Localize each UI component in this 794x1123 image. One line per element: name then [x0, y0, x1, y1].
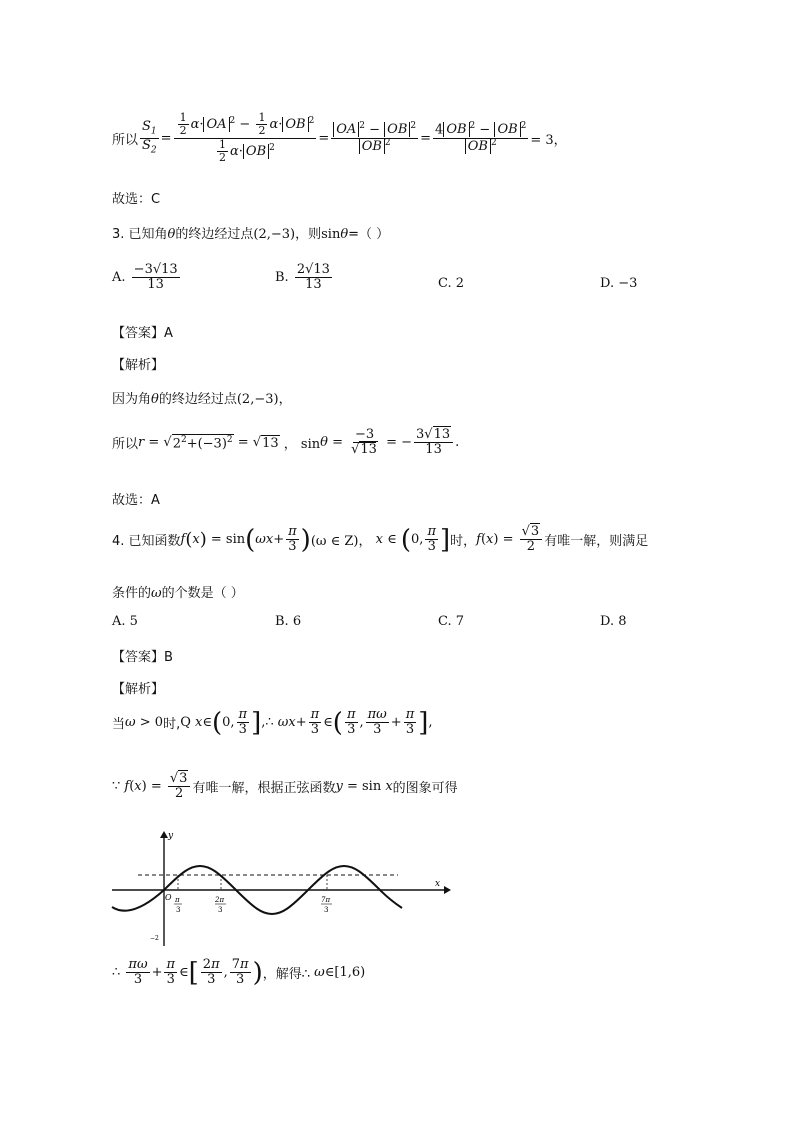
tick-7pi-3-den: 3 [324, 906, 329, 914]
q3-option-a[interactable]: A. $\frac{-3√13}{13}$ [112, 262, 178, 293]
y-axis-label: y [168, 831, 174, 841]
q4-stem: 4. 已知函数 f ( x ) = sin ( ωx + $\frac{\pi}{3}$ ) (ω ∈ Z)， x ∈ ( 0, $\frac{\pi}{3}$ ] 时， f ( x ) = $\frac{√3}{2}$ 有唯一解，则满足 [112, 524, 649, 555]
q4-option-d[interactable]: D. 8 [600, 614, 627, 629]
q4-line2: ∵ f ( x ) = $\frac{√3}{2}$ 有唯一解，根据正弦函数 y = sin x 的图象可得 [112, 771, 458, 802]
tick-2pi-3-num: 2π [215, 896, 225, 904]
q3-option-d[interactable]: D. −3 [600, 276, 638, 291]
q4-option-c[interactable]: C. 7 [438, 614, 465, 629]
origin-label: O [165, 893, 172, 902]
q3-choice: 故选：A [112, 493, 160, 508]
q3-line2: 所以 r = √ $2^2+(-3)^2$ = √ 13 ， sin θ = $\frac{-3}{√13}$ = − $\frac{3√13}{13}$ . [112, 427, 460, 458]
q3-stem: 3. 已知角θ的终边经过点(2,−3)，则sinθ=（ ） [112, 227, 390, 242]
q4-line3: ∴ $\frac{\pi\omega}{3}$ + $\frac{\pi}{3}$ ∈ [ $\frac{2\pi}{3}$ , $\frac{7\pi}{3}$ ) ，解得∴ ω ∈[1,6) [112, 957, 366, 988]
x-axis-label: x [435, 879, 441, 889]
q3-option-b[interactable]: B. $\frac{2√13}{13}$ [275, 262, 330, 293]
y-neg-label: −2 [150, 935, 159, 942]
q3-answer: 【答案】A [112, 326, 173, 341]
sol2-choice: 故选：C [112, 192, 161, 207]
area-fraction: $\frac{1}{2}$ α· OA $^2$ − $\frac{1}{2}$ α· OB $^2$ $\frac{1}{2}$ α· OB $^2$ [174, 112, 317, 163]
q4-analysis: 【解析】 [112, 682, 165, 697]
tick-2pi-3-den: 3 [218, 906, 223, 914]
eq-prefix: 所以 [112, 132, 139, 148]
tick-pi-3-num: π [175, 896, 180, 904]
q4-option-a[interactable]: A. 5 [112, 614, 138, 629]
y-axis-arrow [160, 831, 168, 838]
eq-result: = 3， [530, 132, 567, 148]
sine-graph [108, 828, 453, 950]
q4-answer: 【答案】B [112, 650, 173, 665]
tick-7pi-3-num: 7π [321, 896, 331, 904]
x-axis-arrow [444, 886, 451, 894]
q4-option-b[interactable]: B. 6 [275, 614, 302, 629]
q3-line1: 因为角θ的终边经过点(2,−3)， [112, 392, 292, 407]
q3-analysis: 【解析】 [112, 358, 165, 373]
tick-pi-3-den: 3 [176, 906, 181, 914]
q3-option-c[interactable]: C. 2 [438, 276, 465, 291]
q4-line1: 当 ω > 0 时, Q x ∈ ( 0, $\frac{\pi}{3}$ ] ,∴ ωx + $\frac{\pi}{3}$ ∈ ( $\frac{\pi}{3}$ , $\frac{\pi\omega}{3}$ + $\frac{\pi}{3}$ ] , [112, 707, 433, 738]
q4-stem-line2: 条件的ω的个数是（ ） [112, 586, 244, 601]
ratio-equation: 所以 $\frac{S_1}{S_2}$ = $\frac{1}{2}$ α· OA $^2$ − $\frac{1}{2}$ α· OB $^2$ $\frac{1}{2}$ α· OB $^2$ = $\frac{OA ^2 - OB ^2}{OB ^2}$ = $\frac{4 OB ^2 - OB ^2}{OB ^2}$ = 3， [112, 111, 567, 164]
